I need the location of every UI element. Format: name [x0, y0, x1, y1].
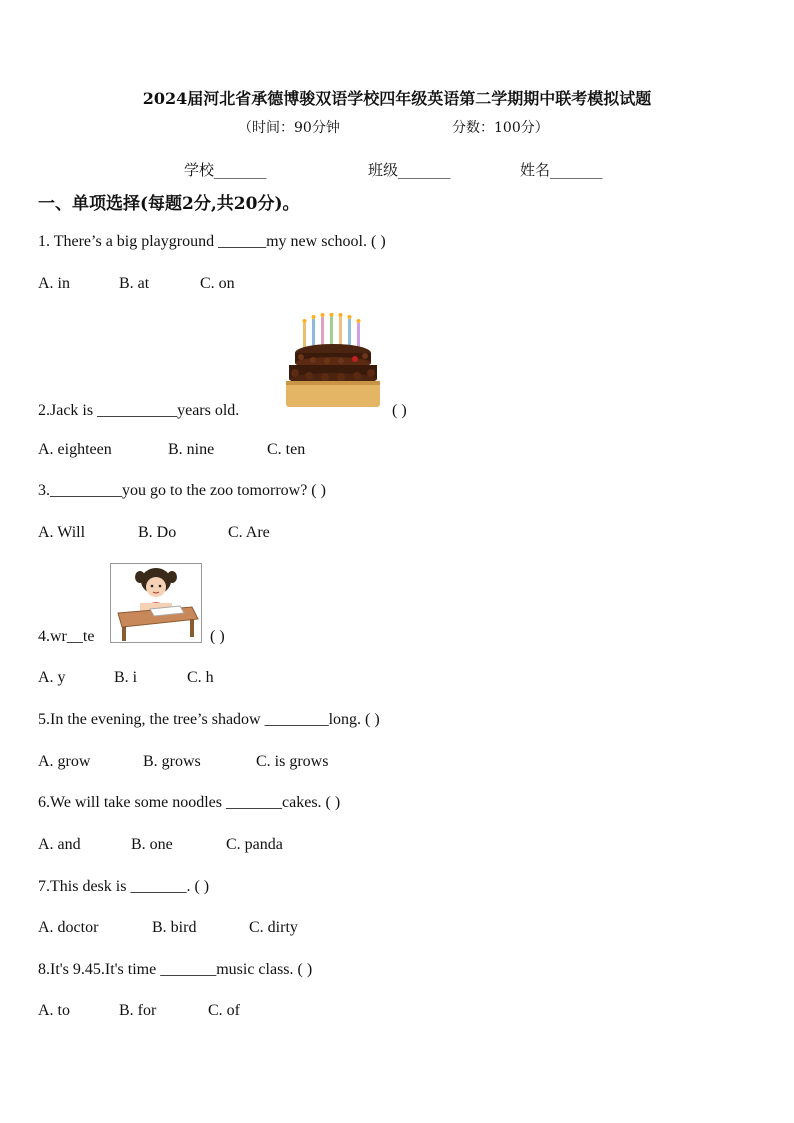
q2-option-c: C. ten: [267, 441, 306, 458]
question-6-stem: 6.We will take some noodles _______cakes. ( ): [38, 794, 341, 811]
q5-option-b: B. grows: [143, 753, 201, 770]
q6-option-a: A. and: [38, 836, 81, 853]
q7-option-c: C. dirty: [249, 919, 298, 936]
q5-option-a: A. grow: [38, 753, 91, 770]
q1-option-b: B. at: [119, 275, 150, 292]
q3-option-a: A. Will: [38, 524, 86, 541]
class-field[interactable]: 班级_______: [368, 161, 451, 179]
question-2-answer-bracket: ( ): [392, 402, 407, 419]
q5-option-c: C. is grows: [256, 753, 329, 770]
q2-option-b: B. nine: [168, 441, 215, 458]
q6-option-c: C. panda: [226, 836, 283, 853]
question-2-stem: 2.Jack is __________years old.: [38, 402, 240, 419]
q1-option-a: A. in: [38, 275, 70, 292]
section-title: 一、单项选择(每题2分,共20分)。: [38, 194, 300, 214]
q8-option-a: A. to: [38, 1002, 70, 1019]
question-1-stem: 1. There’s a big playground ______my new school. ( ): [38, 233, 386, 250]
question-3-stem: 3._________you go to the zoo tomorrow? ( ): [38, 482, 326, 499]
exam-score: 分数：100分）: [452, 120, 549, 136]
q7-option-a: A. doctor: [38, 919, 99, 936]
exam-title: 2024届河北省承德博骏双语学校四年级英语第二学期期中联考模拟试题: [142, 89, 652, 108]
question-4-stem: 4.wr__te: [38, 628, 95, 645]
q4-option-a: A. y: [38, 669, 66, 686]
q8-option-b: B. for: [119, 1002, 157, 1019]
school-field[interactable]: 学校_______: [184, 161, 267, 179]
question-4-answer-bracket: ( ): [210, 628, 225, 645]
q2-option-a: A. eighteen: [38, 441, 112, 458]
q6-option-b: B. one: [131, 836, 173, 853]
question-5-stem: 5.In the evening, the tree’s shadow ________long. ( ): [38, 711, 380, 728]
q3-option-c: C. Are: [228, 524, 270, 541]
exam-time: （时间：90分钟: [238, 120, 340, 136]
q1-option-c: C. on: [200, 275, 235, 292]
q3-option-b: B. Do: [138, 524, 177, 541]
q4-option-c: C. h: [187, 669, 214, 686]
name-field[interactable]: 姓名_______: [520, 161, 603, 179]
q7-option-b: B. bird: [152, 919, 197, 936]
birthday-cake-image: [283, 313, 383, 411]
girl-writing-image: [110, 563, 202, 643]
q8-option-c: C. of: [208, 1002, 240, 1019]
question-8-stem: 8.It's 9.45.It's time _______music class. ( ): [38, 961, 313, 978]
q4-option-b: B. i: [114, 669, 138, 686]
question-7-stem: 7.This desk is _______. ( ): [38, 878, 210, 895]
